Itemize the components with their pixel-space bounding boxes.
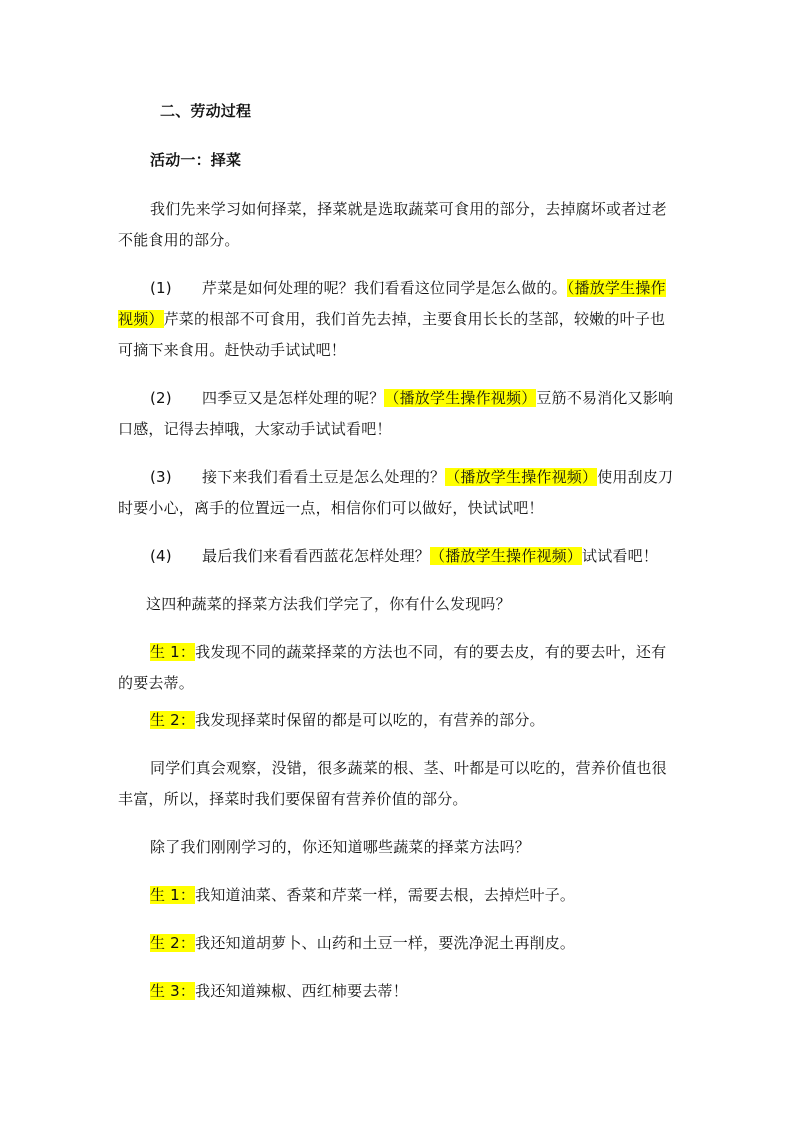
step-text-after: 豆筋不易消化又影响口感，记得去掉哦，大家动手试试看吧！ xyxy=(118,389,674,438)
step-number: (3) xyxy=(150,468,172,486)
step-text: 最后我们来看看西蓝花怎样处理？ xyxy=(202,547,431,565)
step-item-1 xyxy=(118,273,678,366)
answer-1-2 xyxy=(118,705,678,736)
step-text: 四季豆又是怎样处理的呢？ xyxy=(202,389,385,407)
video-highlight: （播放学生操作视频） xyxy=(430,547,583,565)
step-text-after: 芹菜的根部不可食用，我们首先去掉，主要食用长长的茎部，较嫩的叶子也可摘下来食用。赶快动手试试吧！ xyxy=(118,310,666,359)
question-paragraph-1: 这四种蔬菜的择菜方法我们学完了，你有什么发现吗？ xyxy=(146,595,511,613)
speaker-label: 生 2： xyxy=(150,934,196,952)
step-text: 接下来我们看看土豆是怎么处理的？ xyxy=(202,468,446,486)
answer-text: 我知道油菜、香菜和芹菜一样，需要去根，去掉烂叶子。 xyxy=(195,886,576,904)
answer-2-3 xyxy=(118,976,678,1007)
step-text-after: 试试看吧！ xyxy=(582,547,659,565)
video-highlight: （播放学生操作视频） xyxy=(118,279,666,328)
speaker-label: 生 1： xyxy=(150,643,196,661)
step-number: (4) xyxy=(150,547,172,565)
step-text: 芹菜是如何处理的呢？我们看看这位同学是怎么做的。 xyxy=(202,279,567,297)
activity-heading: 活动一：择菜 xyxy=(150,151,242,169)
speaker-label: 生 2： xyxy=(150,711,196,729)
step-item-4 xyxy=(118,541,678,572)
intro-paragraph: 我们先来学习如何择菜，择菜就是选取蔬菜可食用的部分，去掉腐坏或者过老不能食用的部分。 xyxy=(118,200,667,249)
speaker-label: 生 3： xyxy=(150,982,196,1000)
answer-text: 我还知道辣椒、西红柿要去蒂！ xyxy=(195,982,408,1000)
answer-2-2 xyxy=(118,928,678,959)
answer-1-1 xyxy=(118,637,678,699)
section-heading: 二、劳动过程 xyxy=(160,102,252,120)
answer-text: 我发现不同的蔬菜择菜的方法也不同，有的要去皮，有的要去叶，还有的要去蒂。 xyxy=(118,643,667,692)
document-content xyxy=(118,96,678,1024)
step-number: (2) xyxy=(150,389,172,407)
answer-text: 我发现择菜时保留的都是可以吃的，有营养的部分。 xyxy=(195,711,545,729)
step-item-3 xyxy=(118,462,678,524)
speaker-label: 生 1： xyxy=(150,886,196,904)
step-number: (1) xyxy=(150,279,172,297)
step-item-2 xyxy=(118,383,678,445)
answer-2-1 xyxy=(118,880,678,911)
summary-paragraph: 同学们真会观察，没错，很多蔬菜的根、茎、叶都是可以吃的，营养价值也很丰富，所以，择菜时我们要保留有营养价值的部分。 xyxy=(118,759,667,808)
question-paragraph-2: 除了我们刚刚学习的，你还知道哪些蔬菜的择菜方法吗？ xyxy=(150,838,531,856)
video-highlight: （播放学生操作视频） xyxy=(445,468,598,486)
video-highlight: （播放学生操作视频） xyxy=(384,389,537,407)
step-text-after: 使用刮皮刀时要小心，离手的位置远一点，相信你们可以做好，快试试吧！ xyxy=(118,468,674,517)
answer-text: 我还知道胡萝卜、山药和土豆一样，要洗净泥土再削皮。 xyxy=(195,934,576,952)
